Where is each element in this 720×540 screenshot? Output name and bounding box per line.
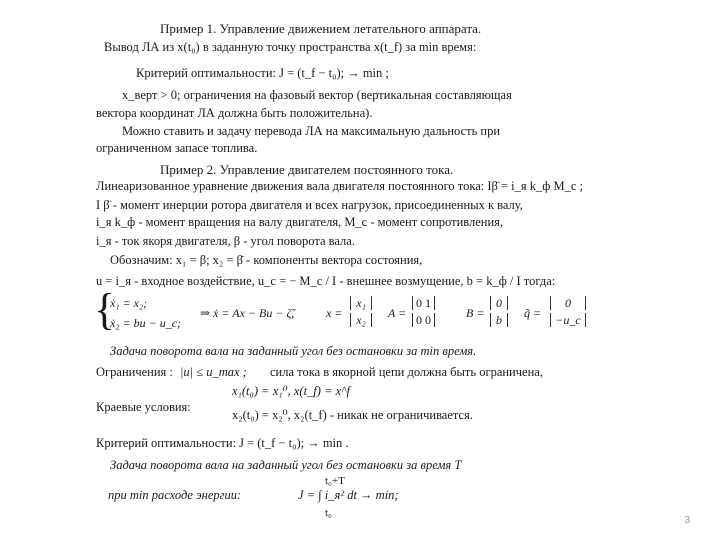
task1-statement: Задача поворота вала на заданный угол без остановки за min время.	[110, 344, 477, 358]
example2-title-text: Пример 2. Управление двигателем постоянного тока.	[160, 162, 454, 177]
example2-current: i_я - ток якоря двигателя, β - угол поворота вала.	[96, 234, 355, 248]
system-row-1: ẋ₁ = x₂;	[110, 296, 148, 310]
example1-criterion: Критерий оптимальности: J = (t_f − t₀); → min ;	[136, 66, 389, 80]
limits-label: Ограничения :	[96, 365, 173, 379]
integral-lower-limit: t₀	[325, 507, 332, 519]
b-matrix-label: B =	[466, 306, 485, 320]
example1-statement: Вывод ЛА из x(t₀) в заданную точку пространства x(t_f) за min время:	[104, 40, 477, 54]
task2-statement: Задача поворота вала на заданный угол без остановки за время T	[110, 458, 462, 472]
q-matrix-bottom: −u_c	[550, 313, 586, 327]
limits-expression: |u| ≤ u_max ;	[180, 365, 247, 379]
b-matrix-bottom: b	[490, 313, 508, 327]
limits-text: сила тока в якорной цепи должна быть ограничена,	[270, 365, 543, 379]
boundary-label: Краевые условия:	[96, 400, 191, 414]
a-matrix-row-1: 0 1	[412, 296, 435, 310]
system-row-2: ẋ₂ = bu − u_c;	[110, 316, 182, 330]
q-matrix-top: 0	[550, 296, 586, 310]
x-vector-label: x =	[326, 306, 343, 320]
example2-notation: Обозначим: x₁ = β; x₂ = β̇ - компоненты вектора состояния,	[110, 253, 423, 267]
boundary-row-1: x₁(t₀) = x₁⁰, x(t_f) = x^f	[232, 384, 350, 398]
system-brace: {	[94, 285, 116, 334]
b-matrix-top: 0	[490, 296, 508, 310]
example2-input: u = i_я - входное воздействие, u_c = − M_c / I - внешнее возмущение, b = k_ф / I тогда:	[96, 274, 556, 288]
example1-constraint-line1: x_верт > 0; ограничения на фазовый вектор (вертикальная составляющая	[122, 88, 512, 102]
x-vector-bottom: x₂	[350, 313, 372, 327]
example2-title	[160, 162, 453, 177]
state-equation: ⇒ ẋ = Ax − Bu − ζ̃,	[200, 306, 295, 320]
boundary-row-2: x₂(t₀) = x₂⁰, x₂(t_f) - никак не ограничивается.	[232, 408, 473, 422]
integral-upper-limit: t₀+T	[325, 475, 345, 487]
page-number: 3	[684, 515, 690, 526]
example1-constraint-line2: вектора координат ЛА должна быть положительна).	[96, 106, 373, 120]
a-matrix-row-2: 0 0	[412, 313, 435, 327]
x-vector-top: x₁	[350, 296, 372, 310]
example2-inertia: I β̈ - момент инерции ротора двигателя и всех нагрузок, присоединенных к валу,	[96, 198, 523, 212]
example1-extra-line1: Можно ставить и задачу перевода ЛА на максимальную дальность при	[122, 124, 501, 138]
example2-torque: i_я k_ф - момент вращения на валу двигателя, M_c - момент сопротивления,	[96, 215, 504, 229]
q-matrix-label: q̃ =	[524, 306, 542, 320]
energy-expression: J = ∫ i_я² dt → min;	[298, 488, 399, 502]
example1-extra-line2: ограниченном запасе топлива.	[96, 141, 258, 155]
criterion-2: Критерий оптимальности: J = (t_f − t₀); → min .	[96, 436, 349, 450]
example2-equation-intro: Линеаризованное уравнение движения вала двигателя постоянного тока: Iβ̈ = i_я k_ф M_c ;	[96, 179, 584, 193]
a-matrix-label: A =	[388, 306, 407, 320]
example1-title: Пример 1. Управление движением летательного аппарата.	[160, 21, 482, 36]
energy-prefix: при min расходе энергии:	[108, 488, 242, 502]
